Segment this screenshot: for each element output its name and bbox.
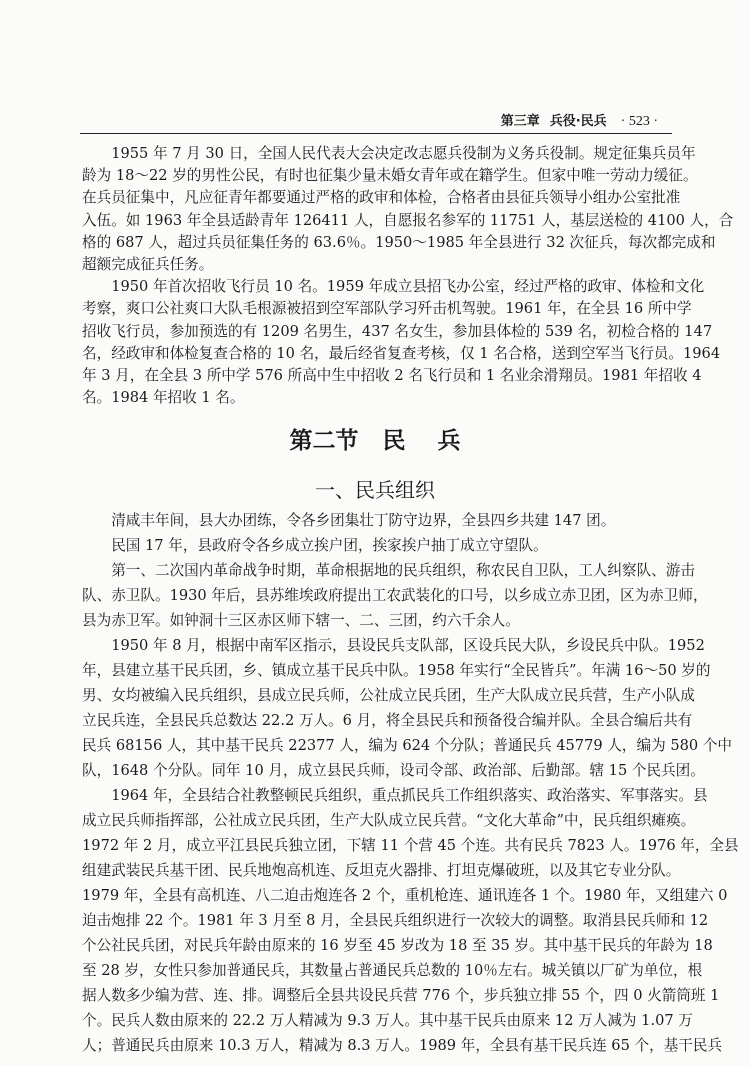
text-line: 队，1648 个分队。同年 10 月，成立县民兵师，设司令部、政治部、后勤部。辖 15 个民兵团。 bbox=[82, 762, 705, 779]
running-header bbox=[80, 110, 670, 130]
text-line: 年，县建立基干民兵团，乡、镇成立基干民兵中队。1958 年实行“全民皆兵”。年满 16～50 岁的 bbox=[82, 662, 711, 679]
text-line: 个公社民兵团，对民兵年龄由原来的 16 岁至 45 岁改为 18 至 35 岁。其中基干民兵的年龄为 18 bbox=[82, 937, 713, 954]
paragraph bbox=[82, 143, 734, 276]
text-line: 个。民兵人数由原来的 22.2 万人精减为 9.3 万人。其中基干民兵由原来 12 万人减为 1.07 万 bbox=[82, 1012, 693, 1029]
text-line: 超额完成征兵任务。 bbox=[82, 255, 214, 273]
text-line: 格的 687 人，超过兵员征集任务的 63.6％。1950～1985 年全县进行 32 次征兵，每次都完成和 bbox=[82, 233, 716, 251]
text-line: 1979 年，全县有高机连、八二迫击炮连各 2 个，重机枪连、通讯连各 1 个。1980 年，又组建六 0 bbox=[82, 887, 728, 904]
header-rule bbox=[80, 133, 672, 134]
body-text-top bbox=[82, 143, 734, 409]
text-line: 县为赤卫军。如钟洞十三区赤区师下辖一、二、三团，约六千余人。 bbox=[82, 612, 520, 629]
section-title-char: 民 bbox=[382, 428, 406, 454]
text-line: 名。1984 年招收 1 名。 bbox=[82, 389, 245, 407]
text-line: 组建武装民兵基干团、民兵地炮高机连、反坦克火器排、打坦克爆破班，以及其它专业分队。 bbox=[82, 862, 681, 879]
text-line: 第一、二次国内革命战争时期，革命根据地的民兵组织，称农民自卫队，工人纠察队、游击 bbox=[111, 562, 695, 579]
text-line: 至 28 岁，女性只参加普通民兵，其数量占普通民兵总数的 10％左右。城关镇以厂矿为单位，根 bbox=[82, 962, 703, 979]
text-line: 清咸丰年间，县大办团练，令各乡团集壮丁防守边界，全县四乡共建 147 团。 bbox=[111, 512, 616, 529]
page-number: · 523 · bbox=[620, 114, 658, 129]
text-line: 成立民兵师指挥部，公社成立民兵团，生产大队成立民兵营。“文化大革命”中，民兵组织瘫痪。 bbox=[82, 812, 696, 829]
text-line: 民国 17 年，县政府令各乡成立挨户团，挨家挨户抽丁成立守望队。 bbox=[111, 537, 548, 554]
text-line: 入伍。如 1963 年全县适龄青年 126411 人，自愿报名参军的 11751 人，基层送检的 4100 人，合 bbox=[82, 211, 734, 229]
text-line: 迫击炮排 22 个。1981 年 3 月至 8 月，全县民兵组织进行一次较大的调整。取消县民兵师和 12 bbox=[82, 912, 709, 929]
text-line: 据人数多少编为营、连、排。调整后全县共设民兵营 776 个，步兵独立排 55 个，四 0 火箭筒班 1 bbox=[82, 987, 720, 1004]
text-line: 1972 年 2 月，成立平江县民兵独立团，下辖 11 个营 45 个连。共有民兵 7823 人。1976 年，全县 bbox=[82, 837, 739, 854]
text-line: 招收飞行员，参加预选的有 1209 名男生，437 名女生，参加县体检的 539 名，初检合格的 147 bbox=[82, 322, 713, 340]
text-line: 名，经政审和体检复查合格的 10 名，最后经省复查考核，仅 1 名合格，送到空军当飞行员。1964 bbox=[82, 344, 721, 362]
section-number: 第二节 bbox=[289, 428, 359, 454]
chapter-title: 兵役·民兵 bbox=[549, 114, 607, 129]
text-line: 1964 年，全县结合社教整顿民兵组织，重点抓民兵工作组织落实、政治落实、军事落实。县 bbox=[111, 787, 708, 804]
text-line: 龄为 18～22 岁的男性公民，有时也征集少量未婚女青年或在籍学生。但家中唯一劳动力缓征。 bbox=[82, 167, 698, 185]
text-line: 1950 年 8 月，根据中南军区指示，县设民兵支队部，区设兵民大队，乡设民兵中队。1952 bbox=[111, 637, 705, 654]
paragraph bbox=[82, 276, 721, 409]
text-line: 立民兵连，全县民兵总数达 22.2 万人。6 月，将全县民兵和预备役合编并队。全县合编后共有 bbox=[82, 712, 693, 729]
text-line: 男、女均被编入民兵组织，县成立民兵师，公社成立民兵团，生产大队成立民兵营，生产小队成 bbox=[82, 687, 695, 704]
text-line: 考察，爽口公社爽口大队毛根源被招到空军部队学习歼击机驾驶。1961 年，在全县 16 所中学 bbox=[82, 300, 692, 318]
paragraph bbox=[82, 633, 733, 783]
text-line: 1950 年首次招收飞行员 10 名。1959 年成立县招飞办公室，经过严格的政审、体检和文化 bbox=[111, 278, 705, 296]
body-text-bottom bbox=[82, 508, 739, 1058]
subsection-heading: 一、民兵组织 bbox=[315, 478, 435, 502]
section-title-char: 兵 bbox=[437, 428, 461, 454]
text-line: 民兵 68156 人，其中基干民兵 22377 人，编为 624 个分队；普通民兵 45779 人，编为 580 个中 bbox=[82, 737, 733, 754]
section-title bbox=[0, 422, 750, 455]
text-line: 在兵员征集中，凡应征青年都要通过严格的政审和体检，合格者由县征兵领导小组办公室批准 bbox=[82, 189, 681, 207]
paragraph bbox=[82, 558, 708, 633]
chapter-label: 第三章 bbox=[500, 114, 540, 129]
text-line: 人；普通民兵由原来 10.3 万人，精减为 8.3 万人。1989 年，全县有基干民兵连 65 个，基干民兵 bbox=[82, 1037, 723, 1054]
text-line: 年 3 月，在全县 3 所中学 576 所高中生中招收 2 名飞行员和 1 名业余滑翔员。1981 年招收 4 bbox=[82, 366, 702, 384]
paragraph bbox=[82, 533, 668, 558]
text-line: 1955 年 7 月 30 日，全国人民代表大会决定改志愿兵役制为义务兵役制。规定征集兵员年 bbox=[111, 145, 696, 162]
paragraph bbox=[82, 783, 739, 1058]
paragraph bbox=[82, 508, 668, 533]
text-line: 队、赤卫队。1930 年后，县苏维埃政府提出工农武装化的口号，以乡成立赤卫团，区为赤卫师， bbox=[82, 587, 708, 604]
